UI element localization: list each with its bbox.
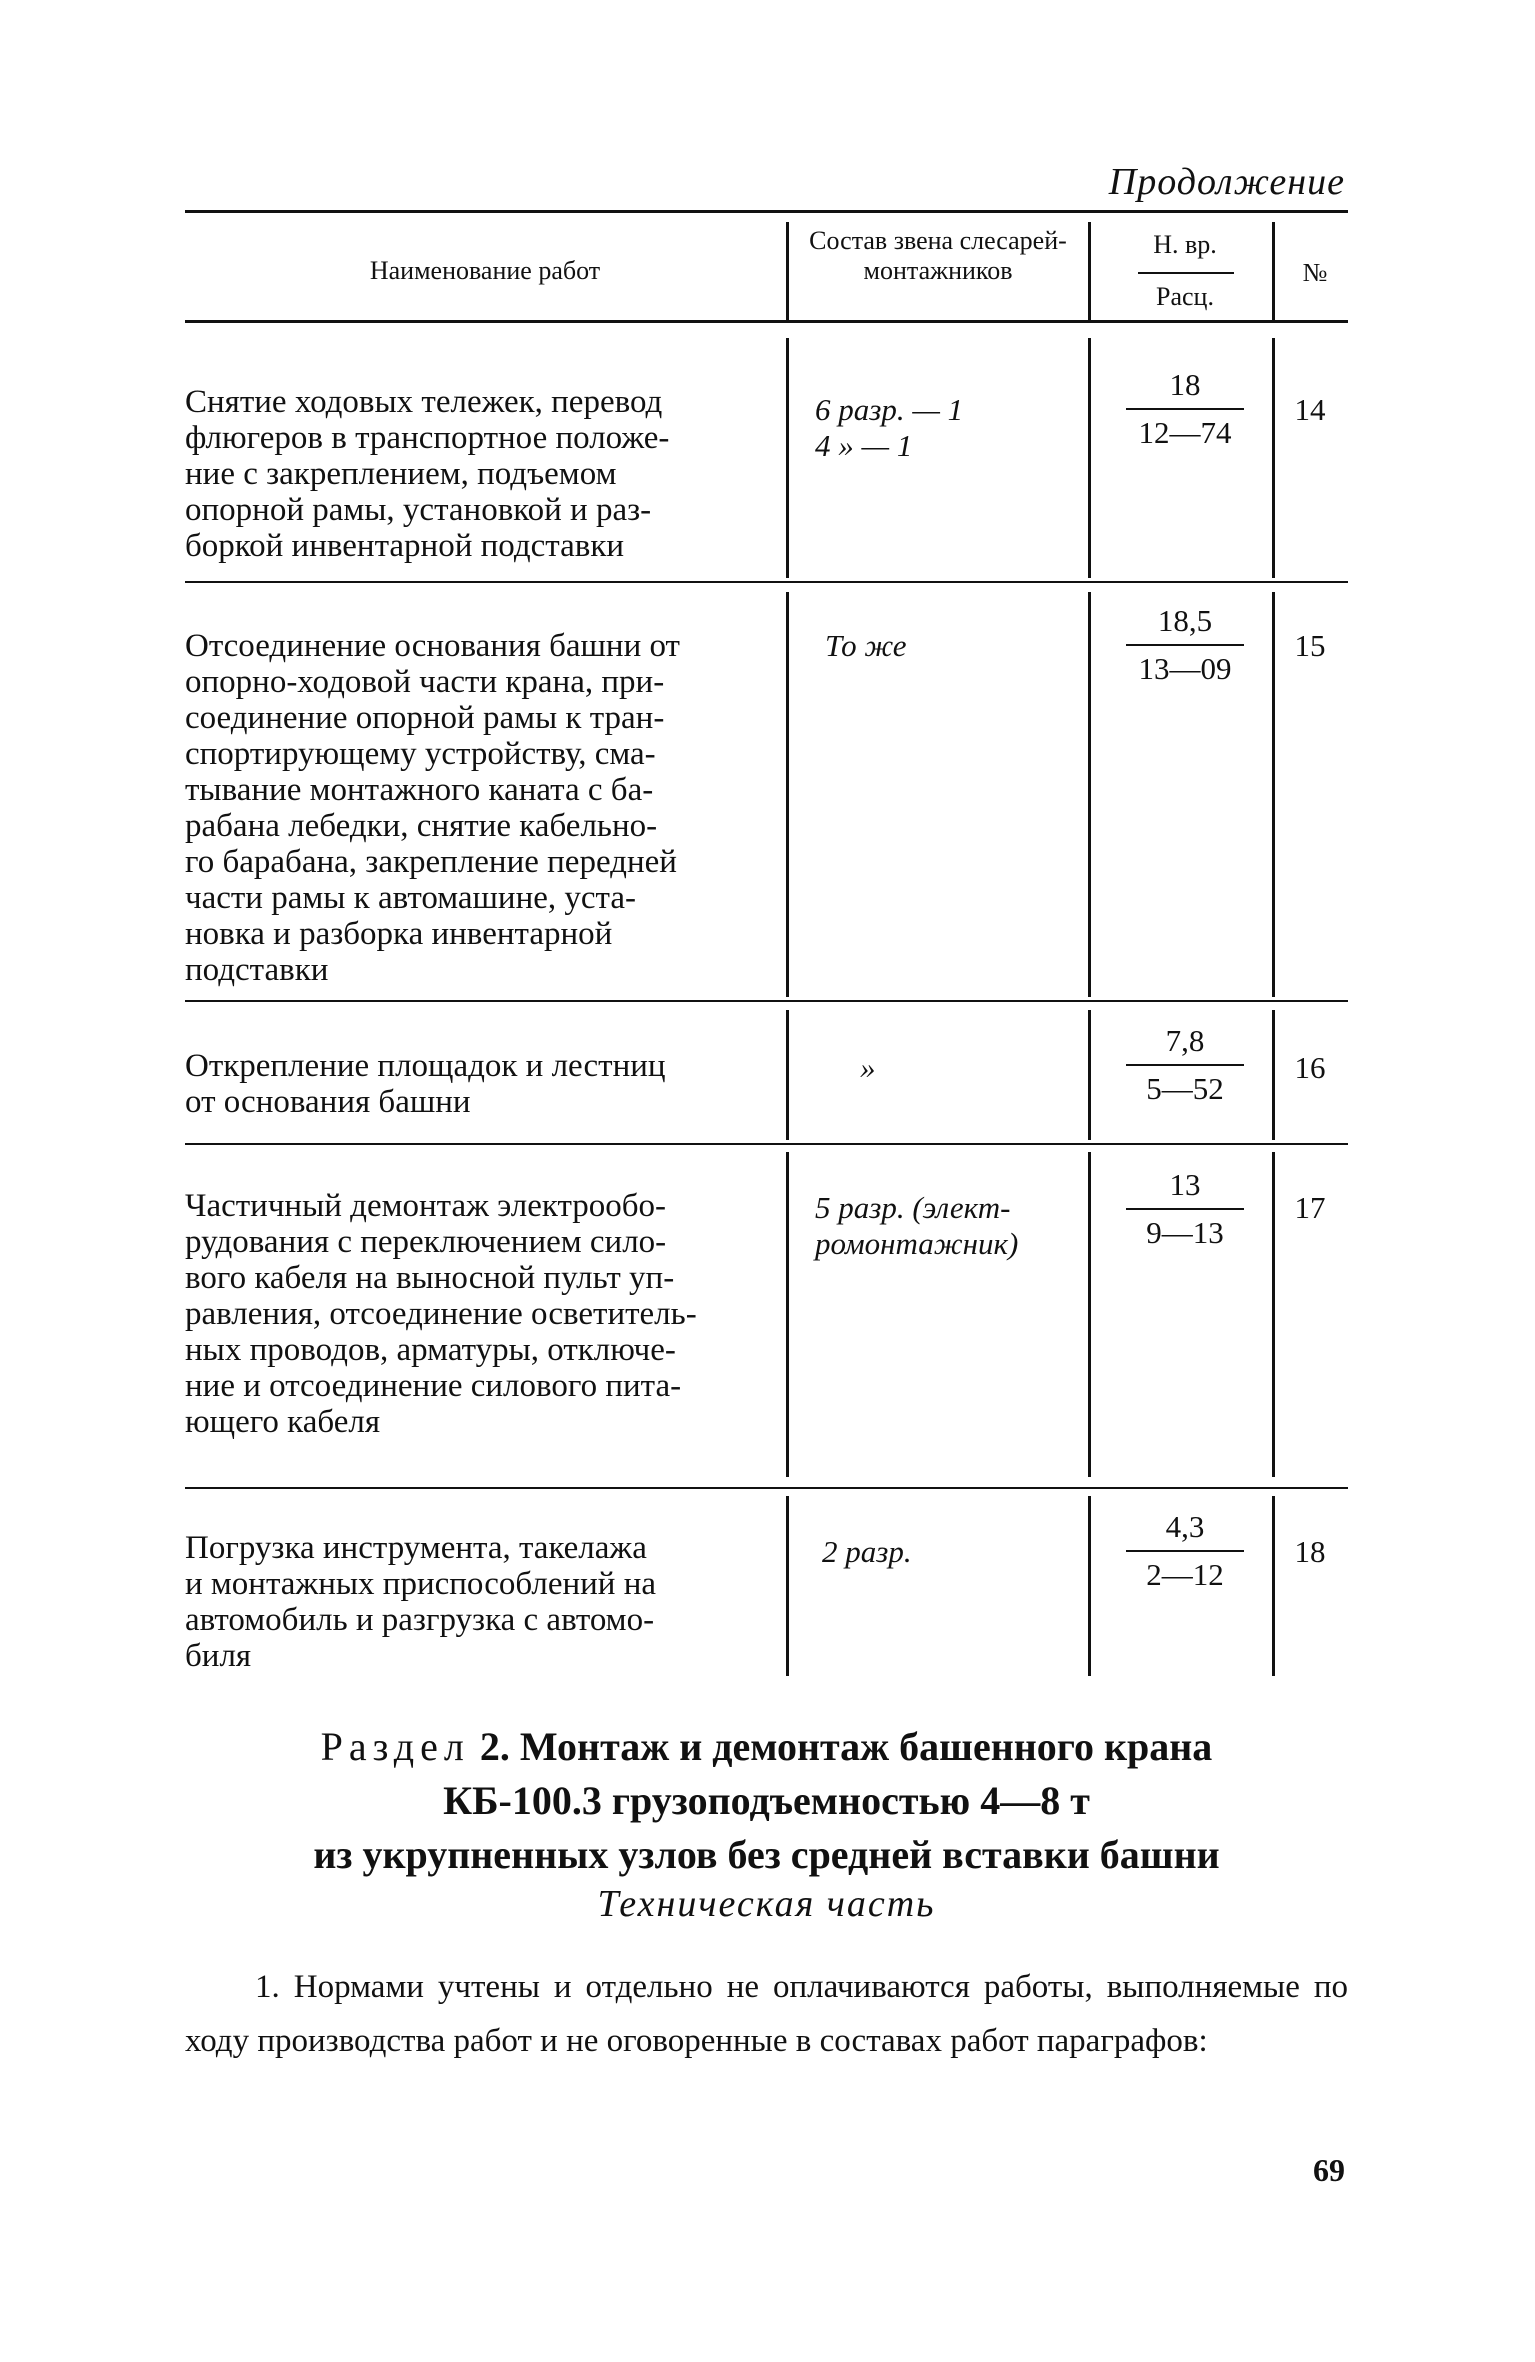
section-title-line-3: из укрупненных узлов без средней вставки башни <box>313 1832 1220 1877</box>
header-bottom-rule <box>185 320 1348 323</box>
row-rate: 9—13 <box>1146 1215 1224 1250</box>
column-divider <box>1088 222 1091 320</box>
row-separator <box>185 1487 1348 1489</box>
table-top-rule <box>185 210 1348 213</box>
column-divider <box>786 222 789 320</box>
row-work-description: Отсоединение основания башни от опорно-ходовой части крана, при- соединение опорной рамы к тран- спортирующему устройству, сма- тывание монтажного каната с ба- рабана лебедки, снятие кабельно- го барабана, закрепление передней части рамы к автомашине, уста- новка и разборка инвентарной подставки <box>185 628 680 988</box>
page-number: 69 <box>1313 2152 1345 2188</box>
row-work-description: Погрузка инструмента, такелажа и монтажных приспособлений на автомобиль и разгрузка с автомо- биля <box>185 1530 657 1674</box>
header-norm-bottom: Расц. <box>1156 282 1214 311</box>
column-divider <box>1088 338 1091 578</box>
column-divider <box>786 1152 789 1477</box>
row-norm-fraction <box>1120 598 1250 692</box>
header-norm-top: Н. вр. <box>1153 230 1217 259</box>
column-divider <box>786 1010 789 1140</box>
body-paragraph: 1. Нормами учтены и отдельно не оплачиваются работы, выполняемые по ходу производства работ и не оговоренные в составах работ параграфов: <box>185 1969 1348 2059</box>
row-work-description: Открепление площадок и лестниц от основания башни <box>185 1048 666 1120</box>
column-divider <box>1272 222 1275 320</box>
row-crew: 6 разр. — 1 4 » — 1 <box>815 392 964 463</box>
row-separator <box>185 581 1348 583</box>
row-rate: 2—12 <box>1146 1557 1224 1592</box>
row-norm-time: 18 <box>1169 367 1201 402</box>
row-number: 18 <box>1294 1534 1326 1569</box>
column-divider <box>1272 1496 1275 1676</box>
header-number: № <box>1302 258 1328 287</box>
column-divider <box>786 338 789 578</box>
row-number: 14 <box>1294 392 1326 427</box>
column-divider <box>1272 338 1275 578</box>
row-number: 15 <box>1294 628 1326 663</box>
row-rate: 13—09 <box>1138 651 1232 686</box>
row-crew: » <box>860 1050 876 1085</box>
row-norm-fraction <box>1120 1504 1250 1598</box>
column-divider <box>1088 1152 1091 1477</box>
header-work-name: Наименование работ <box>369 256 601 285</box>
row-crew: 5 разр. (элект- ромонтажник) <box>815 1190 1019 1261</box>
row-norm-time: 18,5 <box>1157 603 1213 638</box>
row-norm-time: 13 <box>1169 1167 1201 1202</box>
header-fraction-bar <box>1138 272 1234 274</box>
row-separator <box>185 1143 1348 1145</box>
continuation-label: Продолжение <box>1108 161 1345 203</box>
header-crew: Состав звена слесарей-монтажников <box>809 226 1067 285</box>
row-norm-fraction <box>1120 1018 1250 1112</box>
row-norm-time: 4,3 <box>1165 1509 1205 1544</box>
row-crew: 2 разр. <box>822 1534 912 1569</box>
technical-part-subheading: Техническая часть <box>597 1883 936 1925</box>
row-norm-time: 7,8 <box>1165 1023 1205 1058</box>
section-label: Раздел <box>320 1724 470 1769</box>
column-divider <box>1088 1496 1091 1676</box>
row-crew: То же <box>825 628 907 663</box>
row-norm-fraction <box>1120 362 1250 456</box>
column-divider <box>786 592 789 997</box>
row-rate: 12—74 <box>1138 415 1232 450</box>
row-work-description: Частичный демонтаж электрообо- рудования с переключением сило- вого кабеля на выносной пульт уп- равления, отсоединение осветитель- ных проводов, арматуры, отключе- ние и отсоединение силового пита- ющего кабеля <box>185 1188 697 1440</box>
row-number: 16 <box>1294 1050 1326 1085</box>
row-separator <box>185 1000 1348 1002</box>
column-divider <box>786 1496 789 1676</box>
section-heading-line-1 <box>185 1720 1348 1774</box>
row-number: 17 <box>1294 1190 1326 1225</box>
section-title-line-1: 2. Монтаж и демонтаж башенного крана <box>479 1724 1213 1769</box>
row-rate: 5—52 <box>1146 1071 1224 1106</box>
row-work-description: Снятие ходовых тележек, перевод флюгеров в транспортное положе- ние с закреплением, подъемом опорной рамы, установкой и раз- боркой инвентарной подставки <box>185 384 670 564</box>
section-heading <box>185 1720 1348 1882</box>
row-norm-fraction <box>1120 1162 1250 1256</box>
section-title-line-2: КБ-100.3 грузоподъемностью 4—8 т <box>443 1778 1090 1823</box>
